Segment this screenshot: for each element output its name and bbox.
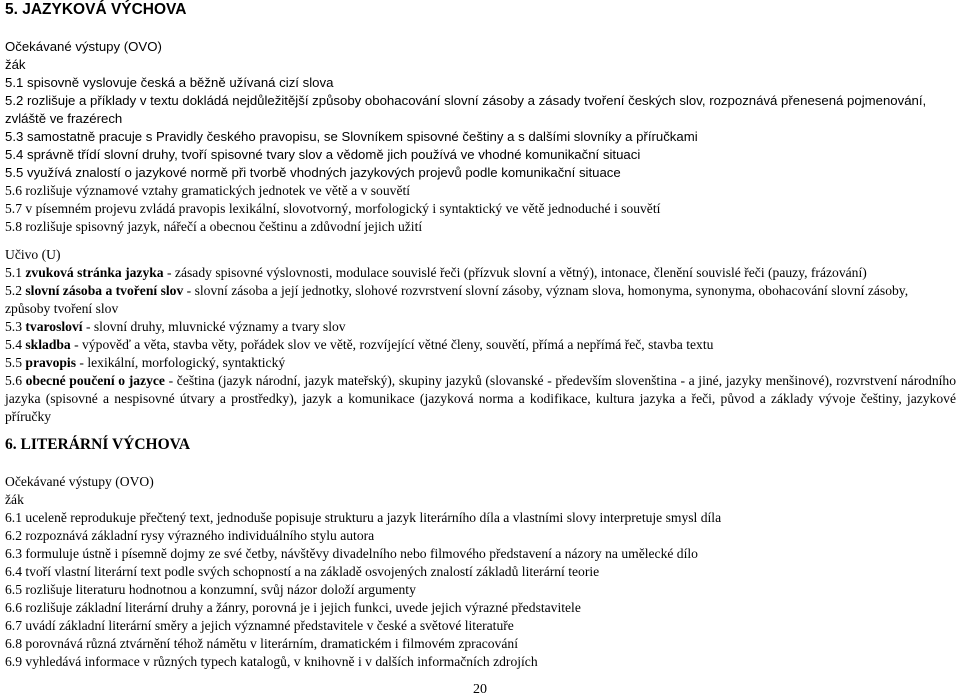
curriculum-item <box>5 354 956 372</box>
outcome-item: 6.4 tvoří vlastní literární text podle svých schopností a na základě osvojených znalostí základů literární teorie <box>5 564 600 579</box>
outcome-item: 6.8 porovnává různá ztvárnění téhož námětu v literárním, dramatickém i filmovém zpracování <box>5 636 518 651</box>
curriculum-title: Učivo (U) <box>5 247 61 262</box>
curriculum-item <box>5 318 956 336</box>
curriculum-item-number: 5.2 <box>5 283 26 298</box>
outcomes-subject: žák <box>5 57 26 72</box>
curriculum-item-number: 5.5 <box>5 355 26 370</box>
outcome-item: 5.5 využívá znalostí o jazykové normě při tvorbě vhodných jazykových projevů podle komunikační situace <box>5 165 621 180</box>
section-heading-jazykova-vychova: 5. JAZYKOVÁ VÝCHOVA <box>5 1 187 18</box>
outcome-item: 5.2 rozlišuje a příklady v textu dokládá nejdůležitější způsoby obohacování slovní zásoby a zásady tvoření českých slov, rozpoznává přenesená pojmenování, zvláště ve frazérech <box>5 93 927 126</box>
outcome-item: 5.1 spisovně vyslovuje česká a běžně užívaná cizí slova <box>5 75 334 90</box>
outcome-item: 6.2 rozpoznává základní rysy výrazného individuálního stylu autora <box>5 528 375 543</box>
curriculum-item-number: 5.1 <box>5 265 26 280</box>
outcome-item: 5.7 v písemném projevu zvládá pravopis lexikální, slovotvorný, morfologický i syntaktický ve větě jednoduché i souvětí <box>5 201 661 216</box>
outcome-item: 6.7 uvádí základní literární směry a jejich významné představitele v české a světové literatuře <box>5 618 514 633</box>
curriculum-item-text: - lexikální, morfologický, syntaktický <box>76 355 286 370</box>
curriculum-item-term: slovní zásoba a tvoření slov <box>25 283 184 298</box>
curriculum-item-term: skladba <box>25 337 71 352</box>
curriculum-item-term: obecné poučení o jazyce <box>25 373 165 388</box>
outcomes-subject: žák <box>5 492 24 507</box>
curriculum-item-text: - zásady spisovné výslovnosti, modulace souvislé řeči (přízvuk slovní a větný), intonace, členění souvislé řeči (pauzy, frázování) <box>163 265 867 280</box>
curriculum-item-term: tvarosloví <box>25 319 83 334</box>
section-heading-literarni-vychova: 6. LITERÁRNÍ VÝCHOVA <box>5 436 191 453</box>
curriculum-item-text: - čeština (jazyk národní, jazyk mateřský), skupiny jazyků (slovanské - především slovenština - a jiné, jazyky menšinové), rozvrstvení národního jazyka (spisovné a nespisovné útvary a prostředky), jazyk a komunikace (jazyková norma a kodifikace, kultura jazyka a řeči, původ a základy vývoje češtiny, jazykové příručky <box>5 373 957 424</box>
curriculum-item-number: 5.4 <box>5 337 26 352</box>
curriculum-item-number: 5.3 <box>5 319 26 334</box>
outcome-item: 6.9 vyhledává informace v různých typech katalogů, v knihovně i v dalších informačních zdrojích <box>5 654 538 669</box>
curriculum-item-text: - slovní zásoba a její jednotky, slohové rozvrstvení slovní zásoby, význam slova, homonyma, synonyma, obohacování slovní zásoby, způsoby tvoření slov <box>5 283 909 316</box>
curriculum-item <box>5 282 956 318</box>
curriculum-item-number: 5.6 <box>5 373 26 388</box>
curriculum-item-term: pravopis <box>25 355 77 370</box>
outcome-item: 5.4 správně třídí slovní druhy, tvoří spisovné tvary slov a vědomě jich používá ve vhodné komunikační situaci <box>5 147 641 162</box>
outcomes-title: Očekávané výstupy (OVO) <box>5 39 162 54</box>
curriculum-item <box>5 264 956 282</box>
outcome-item: 6.1 uceleně reprodukuje přečtený text, jednoduše popisuje strukturu a jazyk literárního díla a vlastními slovy interpretuje smysl díla <box>5 510 722 525</box>
curriculum-item <box>5 372 956 426</box>
curriculum-item <box>5 336 956 354</box>
curriculum-item-term: zvuková stránka jazyka <box>25 265 164 280</box>
outcome-item: 6.3 formuluje ústně i písemně dojmy ze své četby, návštěvy divadelního nebo filmového představení a názory na umělecké dílo <box>5 546 698 561</box>
page-number: 20 <box>473 682 487 697</box>
outcome-item: 5.3 samostatně pracuje s Pravidly českého pravopisu, se Slovníkem spisovné češtiny a s dalšími slovníky a příručkami <box>5 129 698 144</box>
curriculum-item-text: - výpověď a věta, stavba věty, pořádek slov ve větě, rozvíjející větné členy, souvětí, přímá a nepřímá řeč, stavba textu <box>70 337 714 352</box>
outcome-item: 6.6 rozlišuje základní literární druhy a žánry, porovná je i jejich funkci, uvede jejich výrazné představitele <box>5 600 581 615</box>
curriculum-item-text: - slovní druhy, mluvnické významy a tvary slov <box>82 319 346 334</box>
outcomes-title: Očekávané výstupy (OVO) <box>5 474 154 489</box>
outcome-item: 6.5 rozlišuje literaturu hodnotnou a konzumní, svůj názor doloží argumenty <box>5 582 416 597</box>
outcome-item: 5.6 rozlišuje významové vztahy gramatických jednotek ve větě a v souvětí <box>5 183 411 198</box>
outcome-item: 5.8 rozlišuje spisovný jazyk, nářečí a obecnou češtinu a zdůvodní jejich užití <box>5 219 423 234</box>
